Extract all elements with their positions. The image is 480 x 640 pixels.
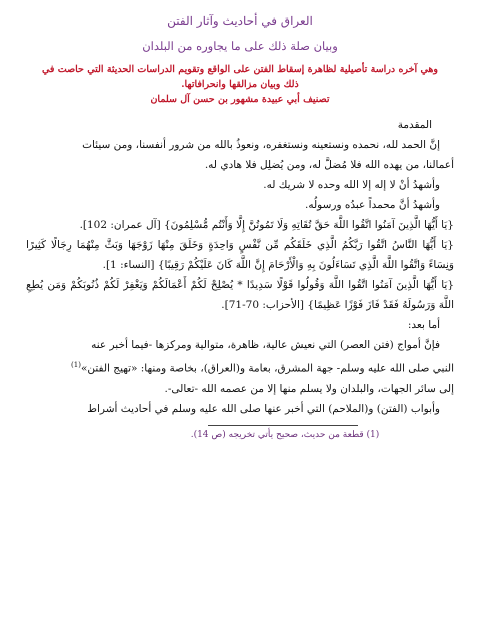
footnote: (1) قطعة من حديث، صحيح يأتي تخريجه (ص 14). xyxy=(190,429,380,440)
intro-heading: المقدمة xyxy=(397,119,432,131)
author-line: تصنيف أبي عبيدة مشهور بن حسن آل سلمان xyxy=(150,94,330,105)
footnote-divider xyxy=(208,425,358,426)
document-subtitle: وبيان صلة ذلك على ما يجاوره من البلدان xyxy=(142,39,338,53)
paragraph-4: وأشهدُ أنَّ محمداً عبدُه ورسولُه. xyxy=(305,199,440,211)
footnote-marker[interactable]: (1) xyxy=(71,361,81,369)
main-paragraph-line-2 xyxy=(26,355,454,379)
quran-verse-1: {يَا أَيُّهَا الَّذِينَ آمَنُوا اتَّقُوا اللَّهَ حَقَّ تُقَاتِهِ وَلَا تَمُوتُنَّ إِلَّا وَأَنْتُم مُّسْلِمُونَ} [آل عمران: 102]. xyxy=(79,219,454,231)
document-title: العراق في أحاديث وآثار الفتن xyxy=(167,14,313,28)
paragraph-1: إنَّ الحمد لله، نحمده ونستعينه ونستغفره، ونعوذُ بالله من شرور أنفسنا، ومن سيئات xyxy=(82,139,440,151)
description-line-2: ذلك وبيان مزالقها وانحرافاتها. xyxy=(181,79,299,90)
main-paragraph-line-3: إلى سائر الجهات، والبلدان ولا يسلم منها إلا من عصمه الله -تعالى-. xyxy=(164,382,454,395)
quran-verse-3: {يَا أَيُّهَا الَّذِينَ آمَنُوا اتَّقُوا اللَّهَ وَقُولُوا قَوْلًا سَدِيدًا * يُصْلِحْ لَكُمْ أَعْمَالَكُمْ وَيَغْفِرْ لَكُمْ ذُنُوبَكُمْ وَمَن يُطِعِ اللَّهَ وَرَسُولَهُ فَقَدْ فَازَ فَوْزًا عَظِيمًا} [الأحزاب: 70-71]. xyxy=(26,279,454,311)
amma-bad: أما بعد: xyxy=(407,319,440,331)
main-paragraph-line-2-text: النبي صلى الله عليه وسلم- جهة المشرق، بعامة و(العراق)، بخاصة ومنها: «تهيج الفتن» xyxy=(80,362,454,375)
main-paragraph-line-1: فإنَّ أمواج (فتن العصر) التي نعيش عالية، ظاهرة، متوالية ومركزها -فيما أخبر عنه xyxy=(91,339,440,351)
paragraph-2: أعمالنا، من يهده الله فلا مُضلَّ له، ومن يُضلِل فلا هادي له. xyxy=(204,159,454,171)
main-paragraph-line-4: وأبواب (الفتن) و(الملاحم) التي أخبر عنها صلى الله عليه وسلم في أحاديث أشراط xyxy=(87,402,440,415)
paragraph-3: وأشهدُ أنْ لا إله إلا الله وحده لا شريك له. xyxy=(263,179,440,191)
description-line-1: وهي آخره دراسة تأصيلية لظاهرة إسقاط الفتن على الواقع وتقويم الدراسات الحديثة التي حاصت في xyxy=(41,64,439,75)
quran-verse-2: {يَا أَيُّهَا النَّاسُ اتَّقُوا رَبَّكُمُ الَّذِي خَلَقَكُم مِّن نَّفْسٍ وَاحِدَةٍ وَخَلَقَ مِنْهَا زَوْجَهَا وَبَثَّ مِنْهُمَا رِجَالًا كَثِيرًا وَنِسَاءً وَاتَّقُوا اللَّهَ الَّذِي تَسَاءَلُونَ بِهِ وَالْأَرْحَامَ إِنَّ اللَّهَ كَانَ عَلَيْكُمْ رَقِيبًا} [النساء: 1]. xyxy=(26,239,454,271)
